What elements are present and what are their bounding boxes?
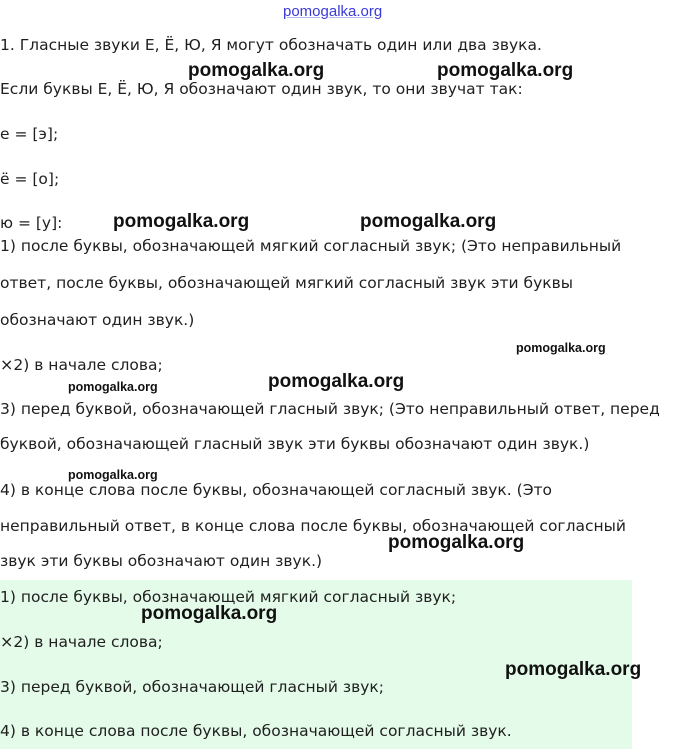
answer-3: 3) перед буквой, обозначающей гласный звук; <box>0 678 384 696</box>
option-4-line-1: 4) в конце слова после буквы, обозначающей согласный звук. (Это <box>0 481 553 499</box>
watermark: pomogalka.org <box>505 659 642 680</box>
option-2-text: 2) в начале слова; <box>13 356 163 374</box>
option-3-line-1: 3) перед буквой, обозначающей гласный звук; (Это неправильный ответ, перед <box>0 400 660 418</box>
cross-icon: × <box>0 355 14 374</box>
cross-icon: × <box>0 632 14 651</box>
watermark: pomogalka.org <box>360 211 497 232</box>
watermark: pomogalka.org <box>437 60 574 81</box>
option-3-line-2: буквой, обозначающей гласный звук эти буквы обозначают один звук.) <box>0 435 590 453</box>
sound-e: е = [э]; <box>0 125 59 143</box>
answer-1: 1) после буквы, обозначающей мягкий согласный звук; <box>0 588 457 606</box>
option-2 <box>0 355 163 375</box>
watermark: pomogalka.org <box>141 603 278 624</box>
answer-2-text: 2) в начале слова; <box>13 633 163 651</box>
watermark: pomogalka.org <box>68 468 158 482</box>
sound-yo: ё = [о]; <box>0 170 60 188</box>
watermark-top: pomogalka.org <box>283 3 383 20</box>
sound-yu: ю = [у]: <box>0 214 63 232</box>
watermark: pomogalka.org <box>388 532 525 553</box>
option-1-line-1: 1) после буквы, обозначающей мягкий согласный звук; (Это неправильный <box>0 237 622 255</box>
watermark: pomogalka.org <box>268 371 405 392</box>
watermark: pomogalka.org <box>188 60 325 81</box>
answer-4: 4) в конце слова после буквы, обозначающей согласный звук. <box>0 722 512 740</box>
watermark: pomogalka.org <box>68 380 158 394</box>
option-4-line-2: неправильный ответ, в конце слова после буквы, обозначающей согласный <box>0 517 626 535</box>
question-line-2: Если буквы Е, Ё, Ю, Я обозначают один звук, то они звучат так: <box>0 80 523 98</box>
option-1-line-2: ответ, после буквы, обозначающей мягкий согласный звук эти буквы <box>0 274 574 292</box>
question-line-1: 1. Гласные звуки Е, Ё, Ю, Я могут обозначать один или два звука. <box>0 36 542 54</box>
option-4-line-3: звук эти буквы обозначают один звук.) <box>0 552 323 570</box>
watermark: pomogalka.org <box>516 341 606 355</box>
option-1-line-3: обозначают один звук.) <box>0 311 195 329</box>
watermark: pomogalka.org <box>113 211 250 232</box>
answer-2 <box>0 632 163 652</box>
